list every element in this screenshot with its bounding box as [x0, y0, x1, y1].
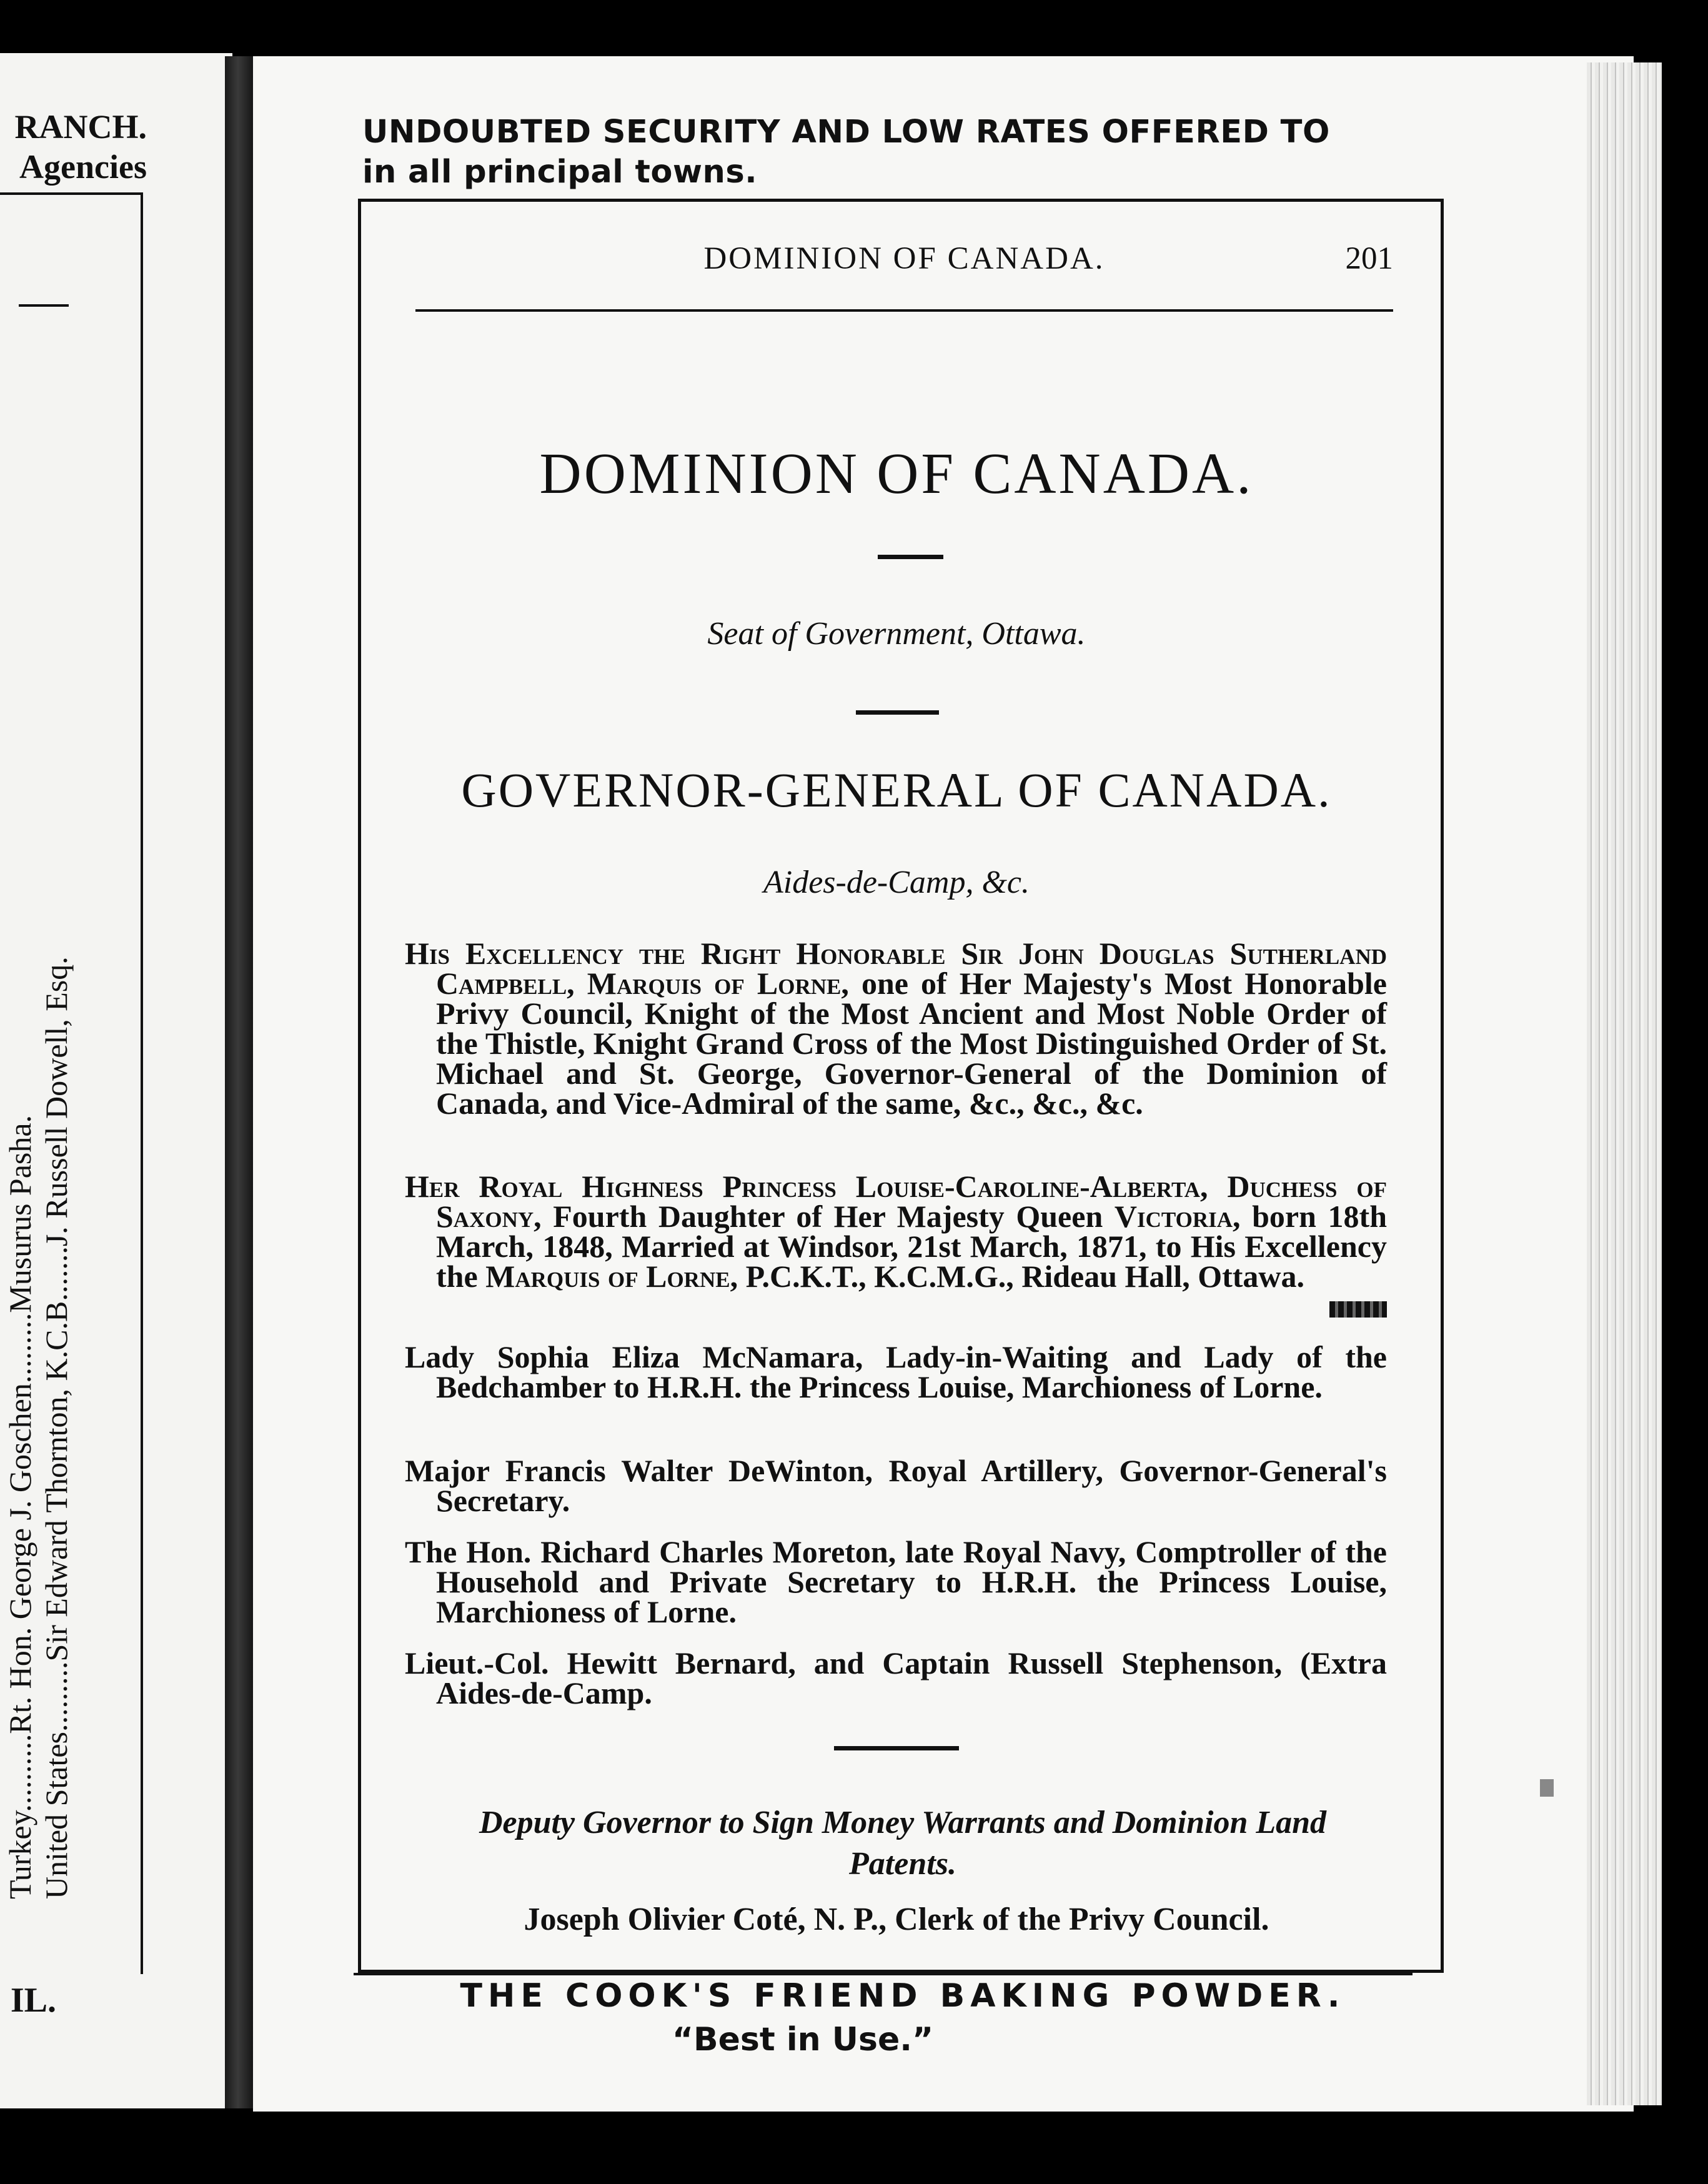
seat-divider — [856, 710, 939, 715]
bottom-ad-line-2: “Best in Use.” — [672, 2021, 934, 2058]
entry-louise-text-3: , P.C.K.T., K.C.M.G., Rideau Hall, Ottawa. — [730, 1259, 1305, 1294]
running-head-title: DOMINION OF CANADA. — [703, 241, 1105, 276]
left-page-column-rule — [141, 194, 143, 1974]
entry-louise-name: Her Royal Highness Princess Louise-Caroline-Alberta, Duchess of Saxony — [405, 1169, 1387, 1234]
entry-princess-louise — [405, 1169, 1387, 1294]
deputy-governor-heading: Deputy Governor to Sign Money Warrants and Dominion Land Patents. — [479, 1805, 1327, 1882]
entry-moreton: The Hon. Richard Charles Moreton, late Royal Navy, Comptroller of the Household and Private Secretary to H.R.H. the Princess Louise, Marchioness of Lorne. — [405, 1534, 1387, 1629]
ink-smudge — [1329, 1301, 1387, 1318]
top-advertisement — [362, 112, 1449, 192]
running-head — [415, 241, 1393, 284]
page-edge-mark — [1540, 1779, 1554, 1797]
left-page-footer: IL. — [10, 1981, 56, 2020]
entry-lorne-text: , one of Her Majesty's Most Honorable Privy Council, Knight of the Most Ancient and Most Noble Order of the Thistle, Knight Grand Cross of the Most Distinguished Order of St. Michael and St. George, Governor-General of the Dominion of Canada, and Vice-Admiral of the same, &c., &c., &c. — [436, 966, 1387, 1121]
top-ad-line-1: UNDOUBTED SECURITY AND LOW RATES OFFERED TO — [362, 114, 1330, 151]
aides-de-camp-heading: Aides-de-Camp, &c. — [763, 865, 1030, 900]
entry-bernard: Lieut.-Col. Hewitt Bernard, and Captain Russell Stephenson, (Extra Aides-de-Camp. — [405, 1645, 1387, 1710]
governor-general-title: GOVERNOR-GENERAL OF CANADA. — [461, 763, 1332, 817]
entry-louise-text-1: , Fourth Daughter of Her Majesty Queen — [534, 1199, 1115, 1234]
bottom-ad-line-1: THE COOK'S FRIEND BAKING POWDER. — [460, 1977, 1346, 2015]
entry-louise-text-2: , born 18th March, 1848, Married at Windsor, 21st March, 1871, to His Excellency the — [436, 1199, 1387, 1294]
title-divider — [878, 555, 943, 559]
clerk-of-privy-council: Joseph Olivier Coté, N. P., Clerk of the Privy Council. — [524, 1902, 1269, 1937]
deputy-divider — [834, 1746, 959, 1750]
left-page-entry-turkey: Turkey..........Rt. Hon. George J. Goschen.........Musurus Pasha. — [2, 1114, 37, 1899]
top-ad-line-2: in all principal towns. — [362, 154, 758, 191]
page-number: 201 — [1345, 241, 1393, 276]
entry-louise-victoria: Victoria — [1114, 1199, 1233, 1234]
bottom-advertisement — [384, 1974, 1421, 2062]
seat-of-government: Seat of Government, Ottawa. — [707, 616, 1086, 652]
left-page-entry-united-states: United States.........Sir Edward Thornton, K.C.B.......J. Russell Dowell, Esq. — [39, 956, 74, 1899]
entry-dewinton: Major Francis Walter DeWinton, Royal Artillery, Governor-General's Secretary. — [405, 1453, 1387, 1518]
entry-marquis-of-lorne — [405, 936, 1387, 1121]
left-page-header-rule — [0, 192, 143, 195]
running-head-rule — [415, 309, 1393, 312]
entry-mcnamara: Lady Sophia Eliza McNamara, Lady-in-Waiting and Lady of the Bedchamber to H.R.H. the Princess Louise, Marchioness of Lorne. — [405, 1339, 1387, 1404]
entry-louise-lorne: Marquis of Lorne — [485, 1259, 730, 1294]
entry-lorne-name: His Excellency the Right Honorable Sir John Douglas Sutherland Campbell, Marquis of Lorne — [405, 936, 1387, 1001]
left-page-short-rule — [19, 304, 69, 307]
main-title: DOMINION OF CANADA. — [539, 442, 1254, 506]
left-page-header-2: Agencies — [19, 148, 147, 186]
page-edges — [1587, 62, 1662, 2105]
left-page-header-1: RANCH. — [14, 108, 147, 146]
